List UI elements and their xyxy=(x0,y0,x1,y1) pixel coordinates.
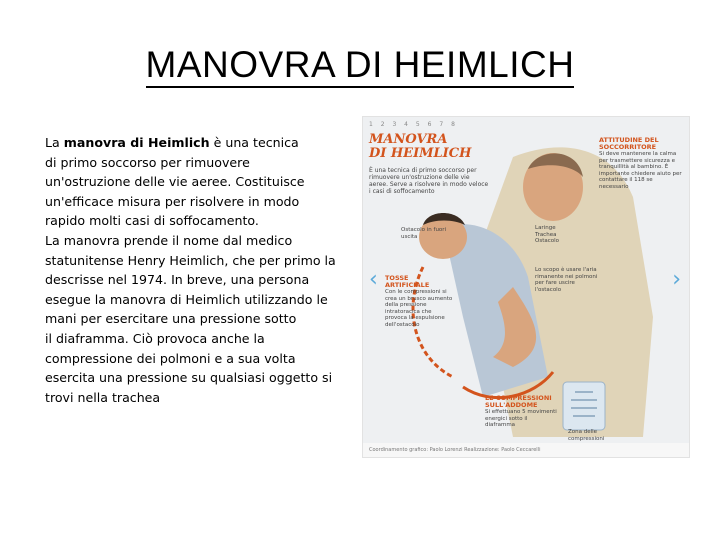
slide-title-text: MANOVRA DI HEIMLICH xyxy=(146,44,575,88)
prev-arrow-icon[interactable]: ‹ xyxy=(369,267,378,292)
paragraph-lead: La xyxy=(45,135,64,150)
heading-line-1: MANOVRA xyxy=(369,132,448,147)
obstacle-label: Ostacolo in fuori uscita xyxy=(401,227,447,240)
thorax-inset xyxy=(563,382,605,430)
organ-label: Trachea xyxy=(535,231,557,238)
abdomen-text: Si effettuano 5 movimenti energici sotto il diaframma xyxy=(485,409,557,428)
abdomen-box xyxy=(485,395,559,429)
attitude-box xyxy=(599,137,683,190)
paragraph-bold-term: manovra di Heimlich xyxy=(63,135,210,150)
infographic-intro: È una tecnica di primo soccorso per rimuovere un'ostruzione delle vie aeree. Serve a risolvere in modo veloce i casi di soffocamento xyxy=(369,167,489,195)
cough-box xyxy=(385,275,453,328)
organ-label: Ostacolo xyxy=(535,238,560,244)
infographic-heading xyxy=(369,133,471,161)
paragraph-rest: è una tecnica di primo soccorso per rimuovere un'ostruzione delle vie aeree. Costituisce un'efficace misura per risolvere in modo rapido molti casi di soffocamento. La manovra prende il nome dal medico statunitense Henry Heimlich, che per primo la descrisse nel 1974. In breve, una persona esegue la manovra di Heimlich utilizzando le mani per esercitare una pressione sotto il diaframma. Ciò provoca anche la compressione dei polmoni e a sua volta esercita una pressione su qualsiasi oggetto si trovi nella trachea xyxy=(45,135,336,405)
organ-labels xyxy=(535,225,575,245)
next-arrow-icon[interactable]: › xyxy=(672,267,681,292)
heading-line-2: DI HEIMLICH xyxy=(369,146,472,161)
infographic-step-numbers: 1 2 3 4 5 6 7 8 xyxy=(369,121,458,128)
zone-label: Zona delle compressioni xyxy=(568,429,605,442)
cough-title: TOSSE ARTIFICIALE xyxy=(385,274,430,289)
abdomen-title: LE COMPRESSIONI SULL'ADDOME xyxy=(485,394,552,409)
slide-title xyxy=(0,44,720,86)
organ-label: Laringe xyxy=(535,225,556,231)
infographic-footer: Coordinamento grafico: Paolo Lorenzi Realizzazione: Paolo Ceccarelli xyxy=(363,443,689,457)
attitude-text: Si deve mantenere la calma per trasmettere sicurezza e tranquillità al bambino. È importante chiedere aiuto per contattare il 118 se necessario xyxy=(599,151,682,190)
cough-text: Con le compressioni si crea un brusco aumento della pressione intratoracica che provoca la espulsione dell'ostacolo xyxy=(385,289,453,328)
body-paragraph xyxy=(45,133,350,407)
heimlich-infographic xyxy=(362,116,690,458)
aim-text: Lo scopo è usare l'aria rimanente nei polmoni per fare uscire l'ostacolo xyxy=(535,267,598,293)
attitude-title: ATTITUDINE DEL SOCCORRITORE xyxy=(599,136,659,151)
